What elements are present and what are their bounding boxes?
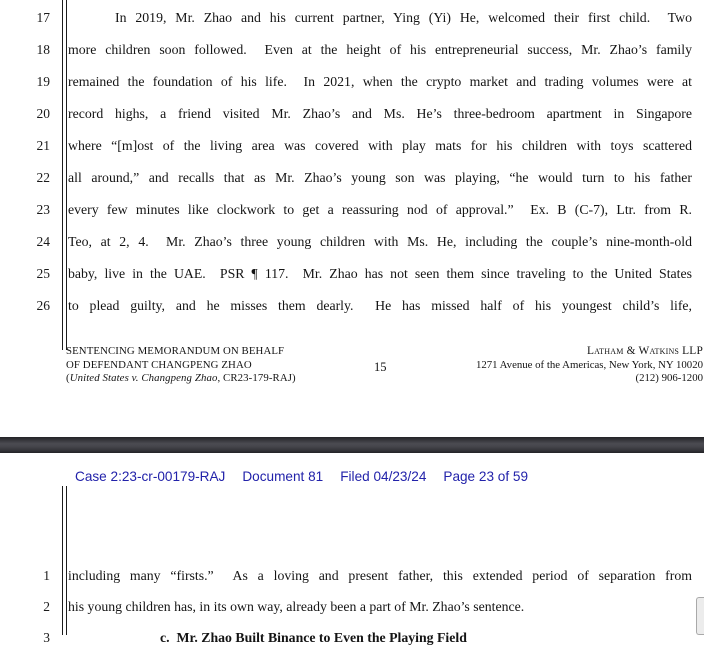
line-text: In 2019, Mr. Zhao and his current partner, Ying (Yi) He, welcomed their first child. Two xyxy=(115,10,692,25)
line-text: including many “firsts.” As a loving and present father, this extended period of separation from xyxy=(68,568,692,583)
line-number: 21 xyxy=(36,138,50,153)
footer-title-line1: SENTENCING MEMORANDUM ON BEHALF xyxy=(66,345,285,357)
line-text: record highs, a friend visited Mr. Zhao’s and Ms. He’s three-bedroom apartment in Singapore xyxy=(68,106,692,121)
line-number: 25 xyxy=(36,266,50,281)
ecf-header-stamp xyxy=(75,468,528,486)
stamp-page-count: Page 23 of 59 xyxy=(443,469,529,484)
firm-name: Latham & Watkins LLP xyxy=(586,345,703,357)
line-number: 3 xyxy=(43,630,50,645)
case-citation: (United States v. Changpeng Zhao, CR23-179-RAJ) xyxy=(66,372,296,384)
line-text: Teo, at 2, 4. Mr. Zhao’s three young children with Ms. He, including the couple’s nine-month-old xyxy=(68,234,692,249)
pleading-line xyxy=(0,104,704,124)
pleading-line xyxy=(0,136,704,156)
stamp-filed-date: Filed 04/23/24 xyxy=(340,469,427,484)
line-number: 1 xyxy=(43,568,50,583)
page-separator-bar xyxy=(0,437,704,453)
page-number: 15 xyxy=(374,360,387,374)
line-text: remained the foundation of his life. In 2021, when the crypto market and trading volumes were at xyxy=(68,74,692,89)
pleading-line xyxy=(0,296,704,316)
line-text: all around,” and recalls that as Mr. Zhao’s young son was playing, “he would turn to his father xyxy=(68,170,692,185)
line-text: his young children has, in its own way, already been a part of Mr. Zhao’s sentence. xyxy=(68,599,525,614)
line-number: 20 xyxy=(36,106,50,121)
memorandum-footer-title xyxy=(66,345,386,386)
line-number: 26 xyxy=(36,298,50,313)
line-text: c. Mr. Zhao Built Binance to Even the Playing Field xyxy=(160,630,467,645)
case-name-italic: United States v. Changpeng Zhao xyxy=(69,372,218,384)
stamp-document-number: Document 81 xyxy=(242,469,324,484)
law-firm-block xyxy=(373,345,703,386)
pleading-line xyxy=(0,597,704,617)
line-number: 2 xyxy=(43,599,50,614)
firm-phone: (212) 906-1200 xyxy=(635,372,703,384)
line-number: 19 xyxy=(36,74,50,89)
pleading-line xyxy=(0,72,704,92)
stamp-case-number: Case 2:23-cr-00179-RAJ xyxy=(75,469,226,484)
line-text: every few minutes like clockwork to get a reassuring nod of approval.” Ex. B (C-7), Ltr. from R. xyxy=(68,202,692,217)
line-number: 22 xyxy=(36,170,50,185)
line-text: where “[m]ost of the living area was covered with play mats for his children with toys scattered xyxy=(68,138,692,153)
pleading-line xyxy=(0,232,704,252)
line-number: 18 xyxy=(36,42,50,57)
pleading-line xyxy=(0,264,704,284)
line-number: 17 xyxy=(36,10,50,25)
pleading-line-partial xyxy=(0,628,704,648)
footer-title-line2: OF DEFENDANT CHANGPENG ZHAO xyxy=(66,358,252,371)
line-text: more children soon followed. Even at the height of his entrepreneurial success, Mr. Zhao’s family xyxy=(68,42,692,57)
firm-address: 1271 Avenue of the Americas, New York, NY 10020 xyxy=(475,358,703,371)
line-number: 23 xyxy=(36,202,50,217)
pleading-line xyxy=(0,40,704,60)
pleading-line xyxy=(0,168,704,188)
line-text: baby, live in the UAE. PSR ¶ 117. Mr. Zhao has not seen them since traveling to the United States xyxy=(68,266,692,281)
pleading-line xyxy=(0,200,704,220)
line-number: 24 xyxy=(36,234,50,249)
scrollbar-thumb[interactable] xyxy=(696,597,704,635)
line-text: to plead guilty, and he misses them dearly. He has missed half of his youngest child’s life, xyxy=(68,298,692,313)
pleading-line xyxy=(0,8,704,28)
pleading-line xyxy=(0,566,704,586)
